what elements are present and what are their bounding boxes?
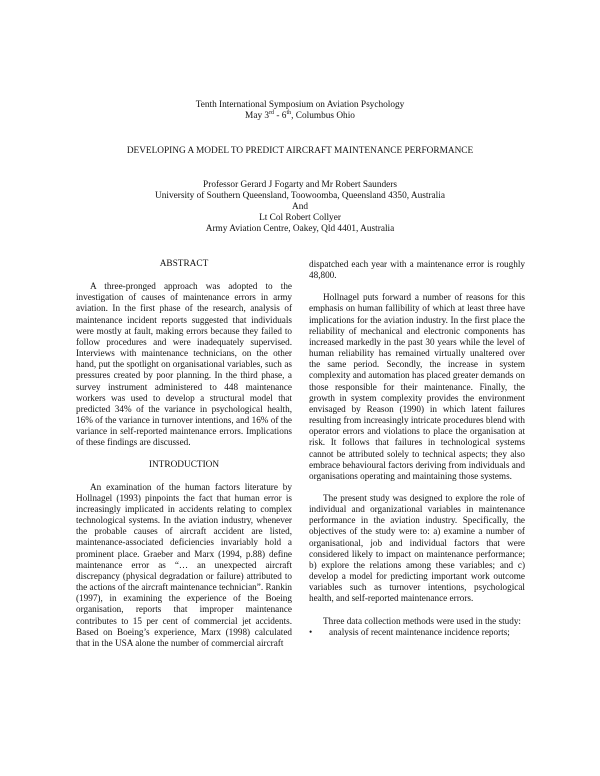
symposium-name: Tenth International Symposium on Aviation Psychology bbox=[195, 100, 405, 110]
paper-title: DEVELOPING A MODEL TO PREDICT AIRCRAFT MAINTENANCE PERFORMANCE bbox=[126, 146, 474, 156]
abstract-text: A three-pronged approach was adopted to the investigation of causes of maintenance errors in army aviation. In the first phase of the research, analysis of maintenance incident reports suggested that individuals were mostly at fault, making errors because they failed to follow procedures and were inadequately supervised. Interviews with maintenance technicians, on the other hand, put the spotlight on organisational variables, such as pressures created by poor planning. In the third phase, a survey instrument administered to 448 maintenance workers was used to develop a structural model that predicted 34% of the variance in psychological health, 16% of the variance in turnover intentions, and 16% of the variance in self-reported maintenance errors. Implications of these findings are discussed. bbox=[76, 281, 292, 448]
abstract-heading: ABSTRACT bbox=[159, 259, 209, 269]
author-affiliation-2: Army Aviation Centre, Oakey, Qld 4401, Australia bbox=[205, 224, 395, 234]
symposium-date: May 3rd - 6th, Columbus Ohio bbox=[245, 109, 355, 121]
left-column bbox=[76, 259, 292, 649]
paragraph-hollnagel: Hollnagel puts forward a number of reasons for this emphasis on human fallibility of which at least three have implications for the aviation industry. In the first place the reliability of mechanical and electronic components has increased markedly in the past 30 years while the level of human reliability has remained virtually unaltered over the same period. Secondly, the increase in system complexity and automation has placed greater demands on those responsible for their maintenance. Finally, the growth in system complexity provides the environment envisaged by Reason (1990) in which latent failures resulting from increasingly intricate procedures blend with operator errors and violations to place the organisation at risk. It follows that failures in technological systems cannot be attributed solely to technical aspects; they also embrace behavioural factors deriving from individuals and organisations operating and maintaining those systems. bbox=[309, 292, 525, 481]
bullet-icon: • bbox=[309, 626, 313, 637]
paragraph-data-collection: Three data collection methods were used in the study: bbox=[323, 615, 521, 626]
introduction-heading: INTRODUCTION bbox=[148, 459, 220, 470]
paragraph-present-study: The present study was designed to explore the role of individual and organizational variables in maintenance performance in the aviation industry. Specifically, the objectives of the study were to: a) examine a number of organisational, job and individual factors that were considered likely to impact on maintenance performance; b) explore the relations among these variables; and c) develop a model for predicting important work outcome variables such as turnover intentions, psychological health, and self-reported maintenance errors. bbox=[309, 492, 525, 604]
introduction-paragraph: An examination of the human factors literature by Hollnagel (1993) pinpoints the fact that human error is increasingly implicated in accidents relating to complex technological systems. In the aviation industry, whenever the probable causes of aircraft accident are listed, maintenance-associated deficiencies invariably hold a prominent place. Graeber and Marx (1994, p.88) define maintenance error as “… an unexpected aircraft discrepancy (physical degradation or failure) attributed to the actions of the aircraft maintenance technician”. Rankin (1997), in examining the experience of the Boeing organisation, reports that improper maintenance contributes to 15 per cent of commercial jet accidents. Based on Boeing’s experience, Marx (1998) calculated that in the USA alone the number of commercial aircraft bbox=[76, 481, 292, 648]
list-item bbox=[309, 627, 525, 638]
author-name-2: Lt Col Robert Collyer bbox=[259, 213, 341, 223]
author-names: Professor Gerard J Fogarty and Mr Robert Saunders bbox=[203, 180, 397, 190]
author-conjunction: And bbox=[291, 202, 308, 212]
paragraph-continued: dispatched each year with a maintenance error is roughly 48,800. bbox=[309, 259, 525, 281]
list-item-text: analysis of recent maintenance incidence reports; bbox=[329, 626, 510, 637]
right-column bbox=[309, 259, 525, 638]
author-affiliation: University of Southern Queensland, Toowoomba, Queensland 4350, Australia bbox=[155, 191, 445, 201]
